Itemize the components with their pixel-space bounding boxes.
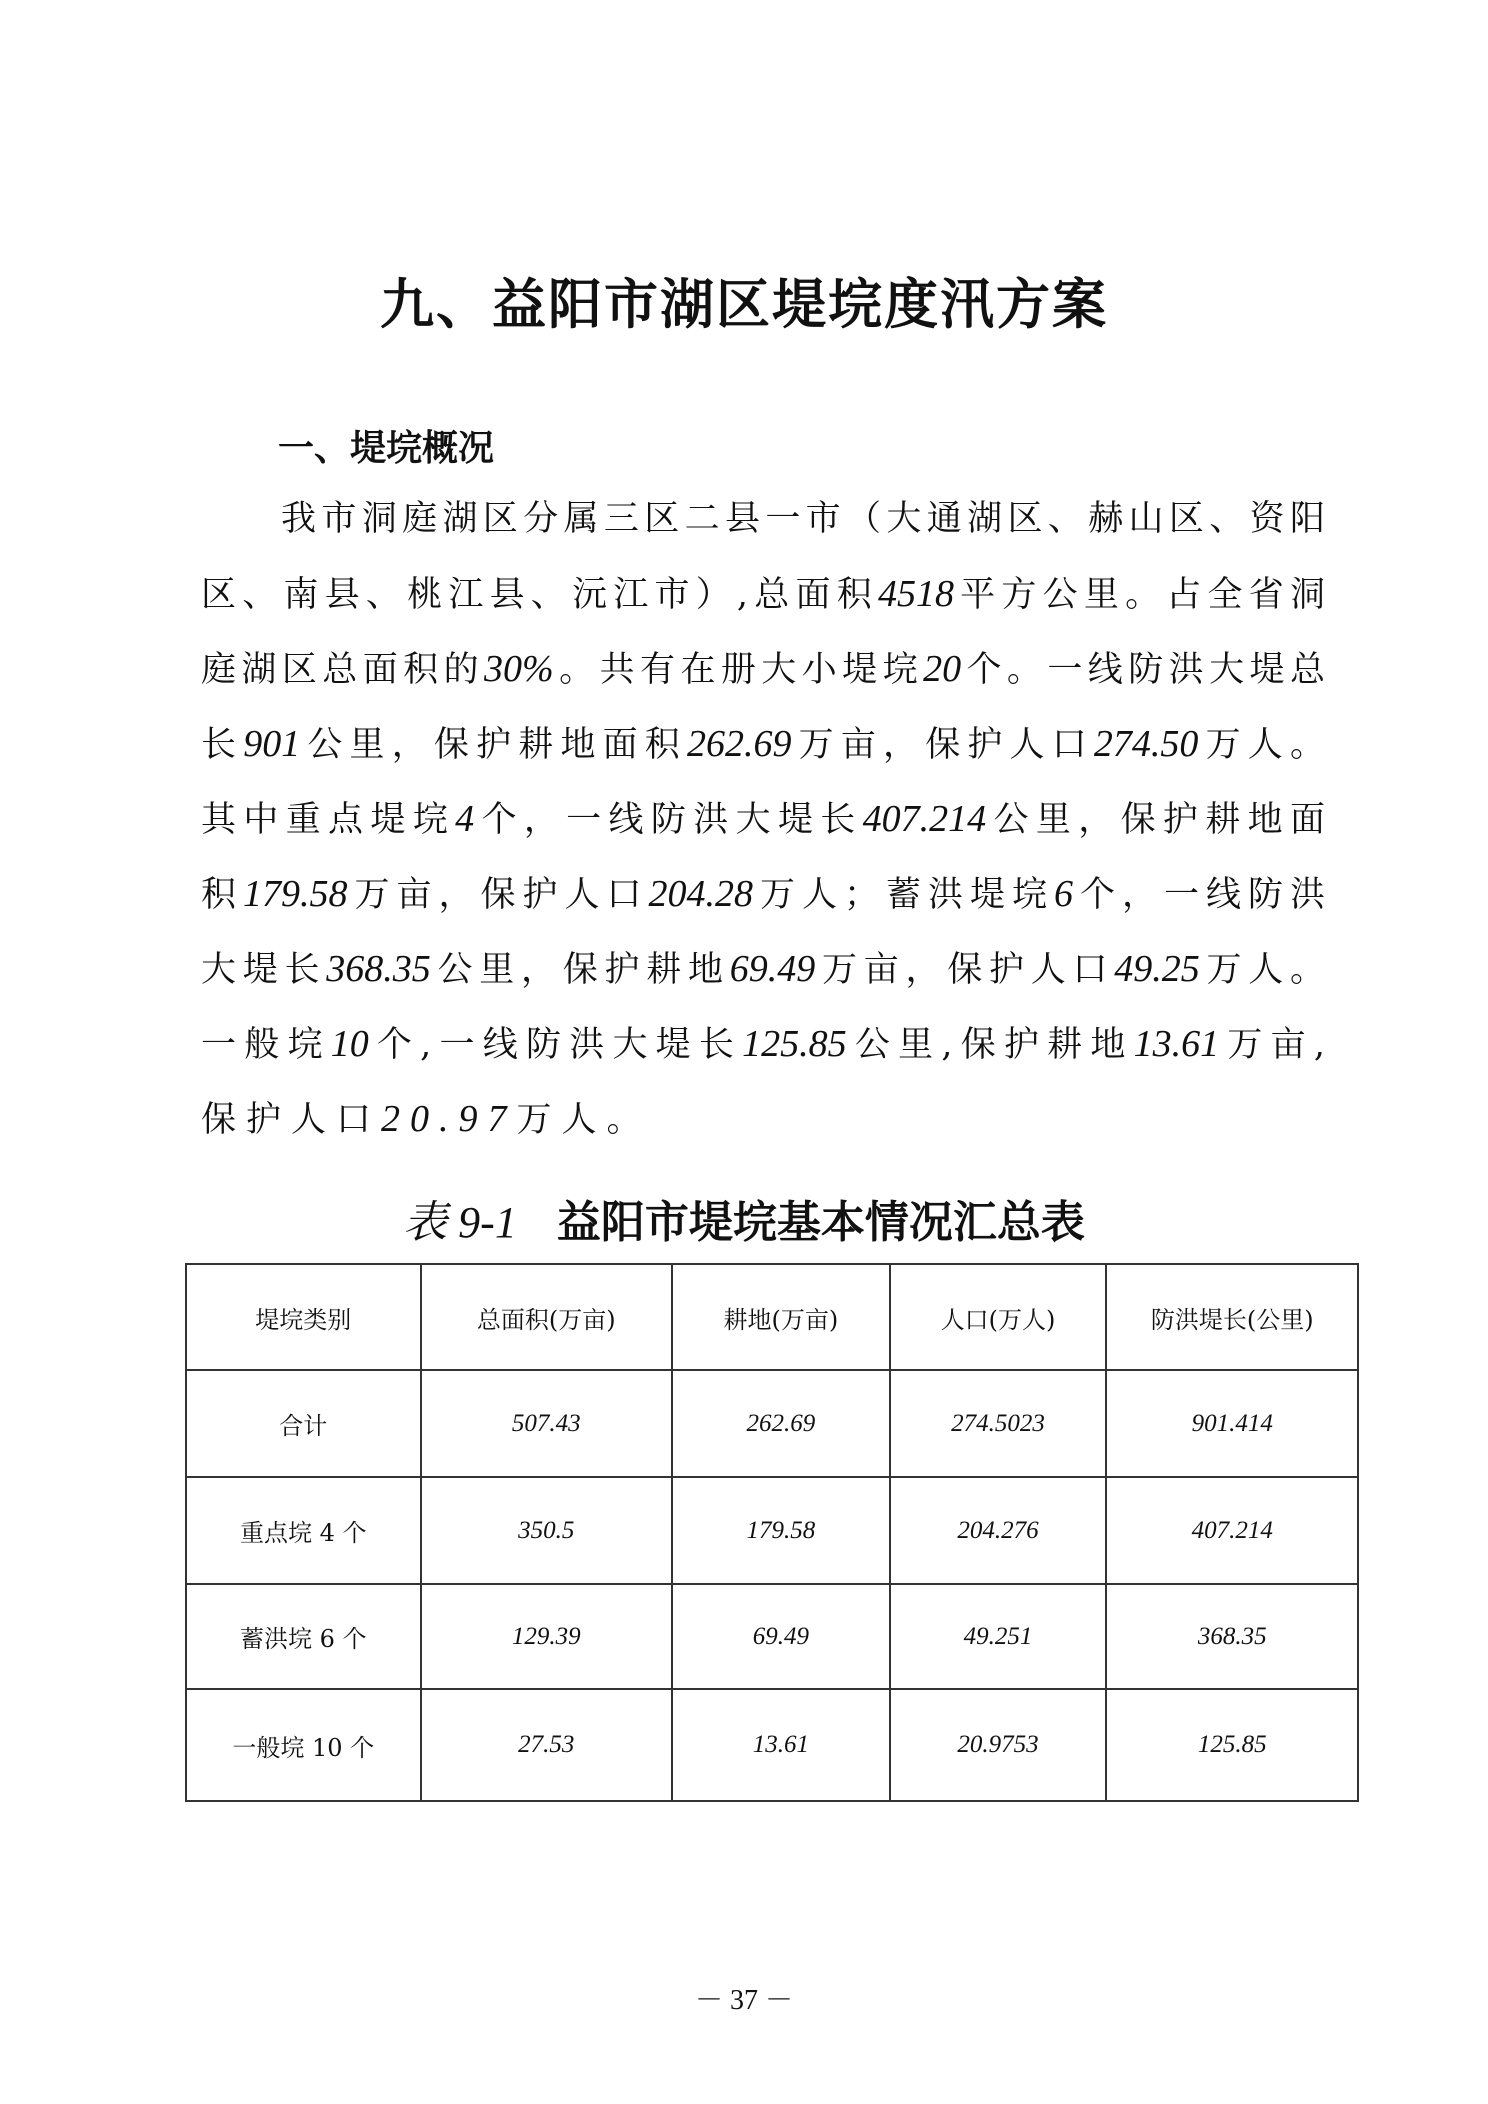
table-cell: 507.43 <box>421 1370 673 1477</box>
table-cell: 129.39 <box>421 1584 673 1689</box>
paragraph-text: 公里，保护耕地面 <box>986 800 1325 840</box>
paragraph-number: 10 <box>330 1023 369 1065</box>
table-cell: 20.9753 <box>890 1689 1107 1801</box>
paragraph-text: 庭湖区总面积的 <box>201 650 485 690</box>
paragraph-number: 407.214 <box>862 798 987 840</box>
paragraph-line <box>201 794 1325 869</box>
paragraph-text: 。共有在册大小堤垸 <box>553 650 924 690</box>
paragraph-text: 区、南县、桃江县、沅江市）,总面积 <box>201 575 878 615</box>
paragraph-line <box>201 719 1325 794</box>
paragraph-number: 20.97 <box>381 1098 517 1140</box>
paragraph-text: 个，一线防洪大堤长 <box>474 800 863 840</box>
paragraph-line <box>201 869 1325 944</box>
paragraph-line <box>201 644 1325 719</box>
column-header: 防洪堤长(公里) <box>1106 1264 1358 1370</box>
paragraph-text: 积 <box>201 875 243 915</box>
paragraph-text: 长 <box>201 725 244 765</box>
column-header: 人口(万人) <box>890 1264 1107 1370</box>
paragraph-line <box>201 494 1325 569</box>
paragraph-number: 262.69 <box>686 723 792 765</box>
paragraph-text: 万亩，保护人口 <box>347 875 649 915</box>
paragraph-line <box>201 1094 1325 1169</box>
table-cell: 179.58 <box>672 1477 890 1584</box>
body-paragraph <box>201 494 1325 1169</box>
table-row <box>186 1689 1358 1801</box>
paragraph-number: 4518 <box>877 573 954 615</box>
paragraph-number: 13.61 <box>1133 1023 1220 1065</box>
paragraph-text: 万亩, <box>1219 1025 1325 1065</box>
table-cell: 274.5023 <box>890 1370 1107 1477</box>
paragraph-line <box>201 1019 1325 1094</box>
paragraph-text: 公里，保护耕地面积 <box>300 725 687 765</box>
summary-table <box>185 1263 1359 1802</box>
section-heading: 一、堤垸概况 <box>278 428 495 469</box>
row-label-cell: 蓄洪垸 6 个 <box>186 1584 421 1689</box>
table-cell: 69.49 <box>672 1584 890 1689</box>
paragraph-number: 30% <box>484 648 554 690</box>
paragraph-text: 个，一线防洪 <box>1072 875 1325 915</box>
column-header: 总面积(万亩) <box>421 1264 673 1370</box>
table-row <box>186 1370 1358 1477</box>
table-cell: 407.214 <box>1106 1477 1358 1584</box>
paragraph-line <box>201 569 1325 644</box>
table-cell: 204.276 <box>890 1477 1107 1584</box>
paragraph-number: 6 <box>1053 873 1073 915</box>
paragraph-text: 保护人口 <box>201 1100 382 1140</box>
paragraph-text: 个。一线防洪大堤总 <box>961 650 1325 690</box>
paragraph-number: 901 <box>243 723 301 765</box>
column-header: 耕地(万亩) <box>672 1264 890 1370</box>
table-cell: 125.85 <box>1106 1689 1358 1801</box>
table-cell: 27.53 <box>421 1689 673 1801</box>
row-label-cell: 合计 <box>186 1370 421 1477</box>
paragraph-text: 万人；蓄洪堤垸 <box>752 875 1054 915</box>
table-caption-number: 表 9-1 <box>403 1198 517 1247</box>
paragraph-text: 公里,保护耕地 <box>846 1025 1134 1065</box>
table-cell: 901.414 <box>1106 1370 1358 1477</box>
paragraph-number: 69.49 <box>729 948 816 990</box>
paragraph-number: 274.50 <box>1093 723 1199 765</box>
paragraph-text: 万人。 <box>1198 725 1325 765</box>
column-header: 堤垸类别 <box>186 1264 421 1370</box>
table-cell: 49.251 <box>890 1584 1107 1689</box>
paragraph-number: 368.35 <box>326 948 431 990</box>
paragraph-text: 平方公里。占全省洞 <box>953 575 1325 615</box>
paragraph-text: 万人。 <box>516 1100 652 1140</box>
paragraph-number: 179.58 <box>243 873 348 915</box>
paragraph-text: 万亩，保护人口 <box>791 725 1094 765</box>
paragraph-text: 公里，保护耕地 <box>430 950 730 990</box>
table-cell: 350.5 <box>421 1477 673 1584</box>
row-label-cell: 一般垸 10 个 <box>186 1689 421 1801</box>
paragraph-text: 万人。 <box>1199 950 1325 990</box>
paragraph-text: 我市洞庭湖区分属三区二县一市（大通湖区、赫山区、资阳 <box>281 499 1325 539</box>
paragraph-text: 大堤长 <box>201 950 327 990</box>
paragraph-number: 49.25 <box>1114 948 1200 990</box>
table-header-row <box>186 1264 1358 1370</box>
page-title: 九、益阳市湖区堤垸度汛方案 <box>380 272 1108 336</box>
table-row <box>186 1584 1358 1689</box>
table-row <box>186 1477 1358 1584</box>
paragraph-text: 其中重点堤垸 <box>201 800 456 840</box>
paragraph-number: 125.85 <box>742 1023 847 1065</box>
paragraph-number: 20 <box>923 648 962 690</box>
table-caption <box>0 1186 1488 1250</box>
paragraph-text: 一般垸 <box>201 1025 331 1065</box>
table-cell: 368.35 <box>1106 1584 1358 1689</box>
paragraph-line <box>201 944 1325 1019</box>
table-cell: 262.69 <box>672 1370 890 1477</box>
table-cell: 13.61 <box>672 1689 890 1801</box>
paragraph-number: 204.28 <box>648 873 753 915</box>
row-label-cell: 重点垸 4 个 <box>186 1477 421 1584</box>
paragraph-text: 个,一线防洪大堤长 <box>368 1025 743 1065</box>
page-number: － 37 － <box>694 1985 793 2016</box>
paragraph-text: 万亩，保护人口 <box>815 950 1115 990</box>
table-caption-title: 益阳市堤垸基本情况汇总表 <box>556 1197 1085 1248</box>
paragraph-number: 4 <box>455 798 475 840</box>
